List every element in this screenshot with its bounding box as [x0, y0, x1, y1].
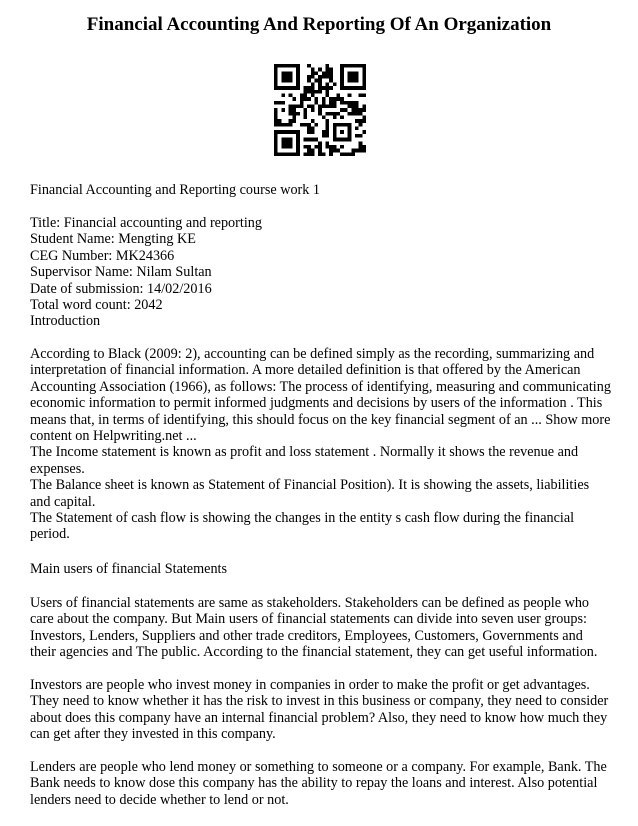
cash-flow-paragraph: The Statement of cash flow is showing the changes in the entity s cash flow during the financial period.: [30, 510, 575, 543]
document-title: Financial Accounting And Reporting Of An Organization: [86, 14, 552, 35]
investors-paragraph: Investors are people who invest money in companies in order to make the profit or get advantages. They need to know whether it has the risk to invest in this business or company, they need to consider about does this company have an internal financial problem? Also, they need to know how much they can get after they invested in this company.: [30, 677, 609, 743]
submission-date-line: Date of submission: 14/02/2016: [30, 280, 212, 297]
student-name-line: Student Name: Mengting KE: [30, 231, 196, 248]
lenders-paragraph: Lenders are people who lend money or something to someone or a company. For example, Bank. The Bank needs to know dose this company has the ability to repay the loans and interest. Also potential lenders need to decide whether to lend or not.: [30, 759, 607, 808]
intro-paragraph: According to Black (2009: 2), accounting can be defined simply as the recording, summarizing and interpretation of financial information. A more detailed definition is that offered by the American Accounting Association (1966), as follows: The process of identifying, measuring and communicating economic information to permit informed judgments and decisions by users of the information . This means that, in terms of identifying, this should focus on the key financial segment of an ... Show more content on Helpwriting.net ...: [30, 346, 611, 445]
introduction-heading: Introduction: [30, 313, 101, 330]
course-line: Financial Accounting and Reporting course work 1: [30, 182, 320, 198]
supervisor-line: Supervisor Name: Nilam Sultan: [30, 264, 212, 281]
ceg-number-line: CEG Number: MK24366: [30, 247, 175, 264]
qr-code-image: [274, 64, 366, 156]
income-statement-paragraph: The Income statement is known as profit and loss statement . Normally it shows the revenue and expenses.: [30, 444, 579, 477]
title-line: Title: Financial accounting and reporting: [30, 215, 262, 231]
users-heading: Main users of financial Statements: [30, 561, 227, 577]
balance-sheet-paragraph: The Balance sheet is known as Statement of Financial Position). It is showing the assets, liabilities and capital.: [30, 477, 590, 510]
users-paragraph: Users of financial statements are same as stakeholders. Stakeholders can be defined as people who care about the company. But Main users of financial statements can divide into seven user groups: Investors, Lenders, Suppliers and other trade creditors, Employees, Customers, Governments and their agencies and The public. According to the financial statement, they can get useful information.: [30, 595, 598, 661]
introduction-body: [30, 346, 612, 543]
word-count-line: Total word count: 2042: [30, 297, 163, 314]
metadata-block: [30, 215, 612, 330]
